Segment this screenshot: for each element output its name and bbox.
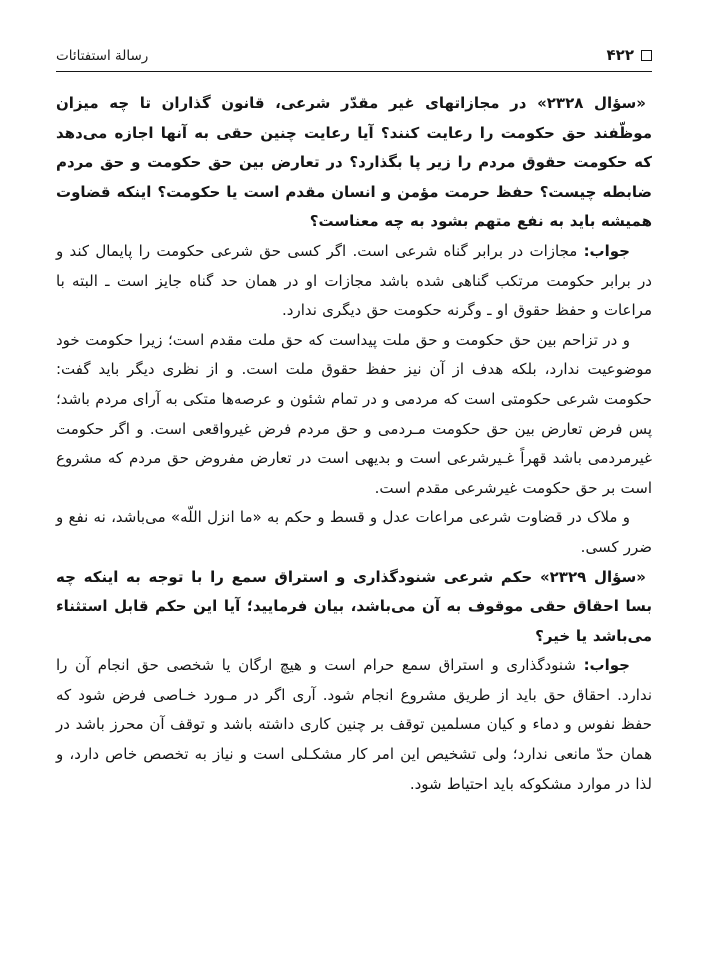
paragraph-text: مجازات در برابر گناه شرعی است. اگر کسی حق شرعی حکومت را پایمال کند و در برابر حکومت مرتکب گناهی شده باشد مجازات او در همان حد گناه جایز است ـ البته با مراعات و حفظ حقوق او ـ وگرنه حکومت حق دیگری ندارد. [56,241,652,320]
paragraph-label: «سؤال ۲۳۲۹» [539,567,646,586]
page-number [607,46,652,64]
paragraph-text: و ملاک در قضاوت شرعی مراعات عدل و قسط و حکم به «ما انزل اللّه» می‌باشد، نه نفع و ضرر کسی. [56,508,652,556]
book-title: رسالة استفتائات [56,48,149,64]
square-bullet-icon [641,50,652,61]
paragraph-text: و در تزاحم بین حق حکومت و حق ملت پیداست که حق ملت مقدم است؛ زیرا حکومت خود موضوعیت ندارد، بلکه هدف از آن نیز حفظ حقوق ملت است. و از نظری دیگر باید گفت: حکومت شرعی حکومتی است که مردمی و در تمام شئون و عرصه‌ها متکی به آرای مردم باشد؛ پس فرض تعارض بین حق حکومت مـردمی و حق مردم فرض غیرواقعی است. و اگر حکومت غیرمردمی باشد قهراً غـیرشرعی است و بدیهی است در تعارض مفروض حق مردم که مشروع است بر حق حکومت غیرشرعی مقدم است. [56,330,652,497]
paragraph-text: در مجازاتهای غیر مقدّر شرعی، قانون گذاران تا چه میزان موظّفند حق حکومت را رعایت کنند؟ آیا رعایت چنین حقی به آنها اجازه می‌دهد که حکومت حقوق مردم را زیر پا بگذارد؟ در تعارض بین حق حکومت و حق مردم ضابطه چیست؟ حفظ حرمت مؤمن و انسان مقدم است یا حکومت؟ اینکه قضاوت همیشه باید به نفع متهم بشود به چه معناست؟ [56,94,652,231]
paragraph [56,503,652,562]
page-header [56,46,652,71]
paragraph [56,563,652,652]
paragraph [56,651,652,799]
paragraph [56,237,652,326]
paragraph-text: حکم شرعی شنودگذاری و استراق سمع را با توجه به اینکه چه بسا احقاق حقی موقوف به آن می‌باشد، بیان فرمایید؛ آیا این حکم قابل استثناء می‌باشد یا خیر؟ [56,567,652,645]
paragraph [56,89,652,237]
page-number-text: ۴۲۲ [606,46,634,64]
paragraph-label: جواب: [583,241,630,260]
paragraph [56,326,652,504]
header-divider [56,71,652,72]
page-content [56,89,652,799]
paragraph-text: شنودگذاری و استراق سمع حرام است و هیچ ارگان یا شخصی حق انجام آن را ندارد. احقاق حق باید از طریق مشروع انجام شود. آری اگر در مـورد خـاصی فرض شود که حفظ نفوس و دماء و کیان مسلمین توقف بر چنین کاری داشته باشد و توقف آن محرز باشد در همان حدّ مانعی ندارد؛ ولی تشخیص این امر کار مشکـلی است و نیاز به تخصص خاص دارد، و لذا در موارد مشکوکه باید احتیاط شود. [56,656,652,793]
paragraph-label: جواب: [583,656,630,675]
paragraph-label: «سؤال ۲۳۲۸» [537,94,646,112]
